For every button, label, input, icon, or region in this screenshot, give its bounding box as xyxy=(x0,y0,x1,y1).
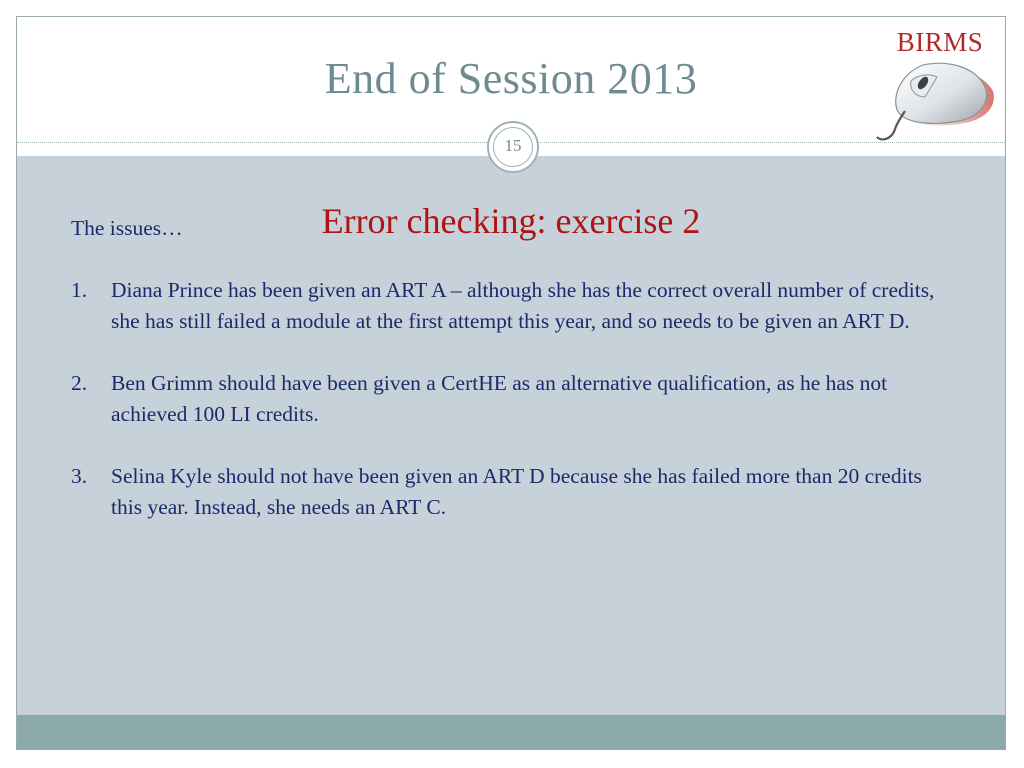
list-item xyxy=(71,368,951,430)
list-item-text: Ben Grimm should have been given a CertHE as an alternative qualification, as he has not achieved 100 LI credits. xyxy=(111,371,888,426)
list-item-text: Selina Kyle should not have been given an ART D because she has failed more than 20 credits this year. Instead, she needs an ART C. xyxy=(111,464,922,519)
slide-body xyxy=(71,213,951,554)
slide-number-badge xyxy=(487,121,539,173)
slide-number: 15 xyxy=(493,127,533,167)
list-item xyxy=(71,275,951,337)
list-item xyxy=(71,461,951,523)
slide-footer xyxy=(17,715,1005,750)
slide-subtitle: Error checking: exercise 2 xyxy=(321,201,701,241)
list-item-text: Diana Prince has been given an ART A – although she has the correct overall number of credits, she has still failed a module at the first attempt this year, and so needs to be given an ART D. xyxy=(111,278,935,333)
slide-title: End of Session 2013 xyxy=(324,54,698,103)
issues-list xyxy=(71,275,951,523)
list-item-number: 1. xyxy=(71,278,88,302)
logo-text: BIRMS xyxy=(896,27,984,57)
birms-logo xyxy=(865,25,1005,145)
list-item-number: 2. xyxy=(71,371,88,395)
intro-text: The issues… xyxy=(71,216,183,240)
list-item-number: 3. xyxy=(71,464,88,488)
slide xyxy=(16,16,1006,750)
